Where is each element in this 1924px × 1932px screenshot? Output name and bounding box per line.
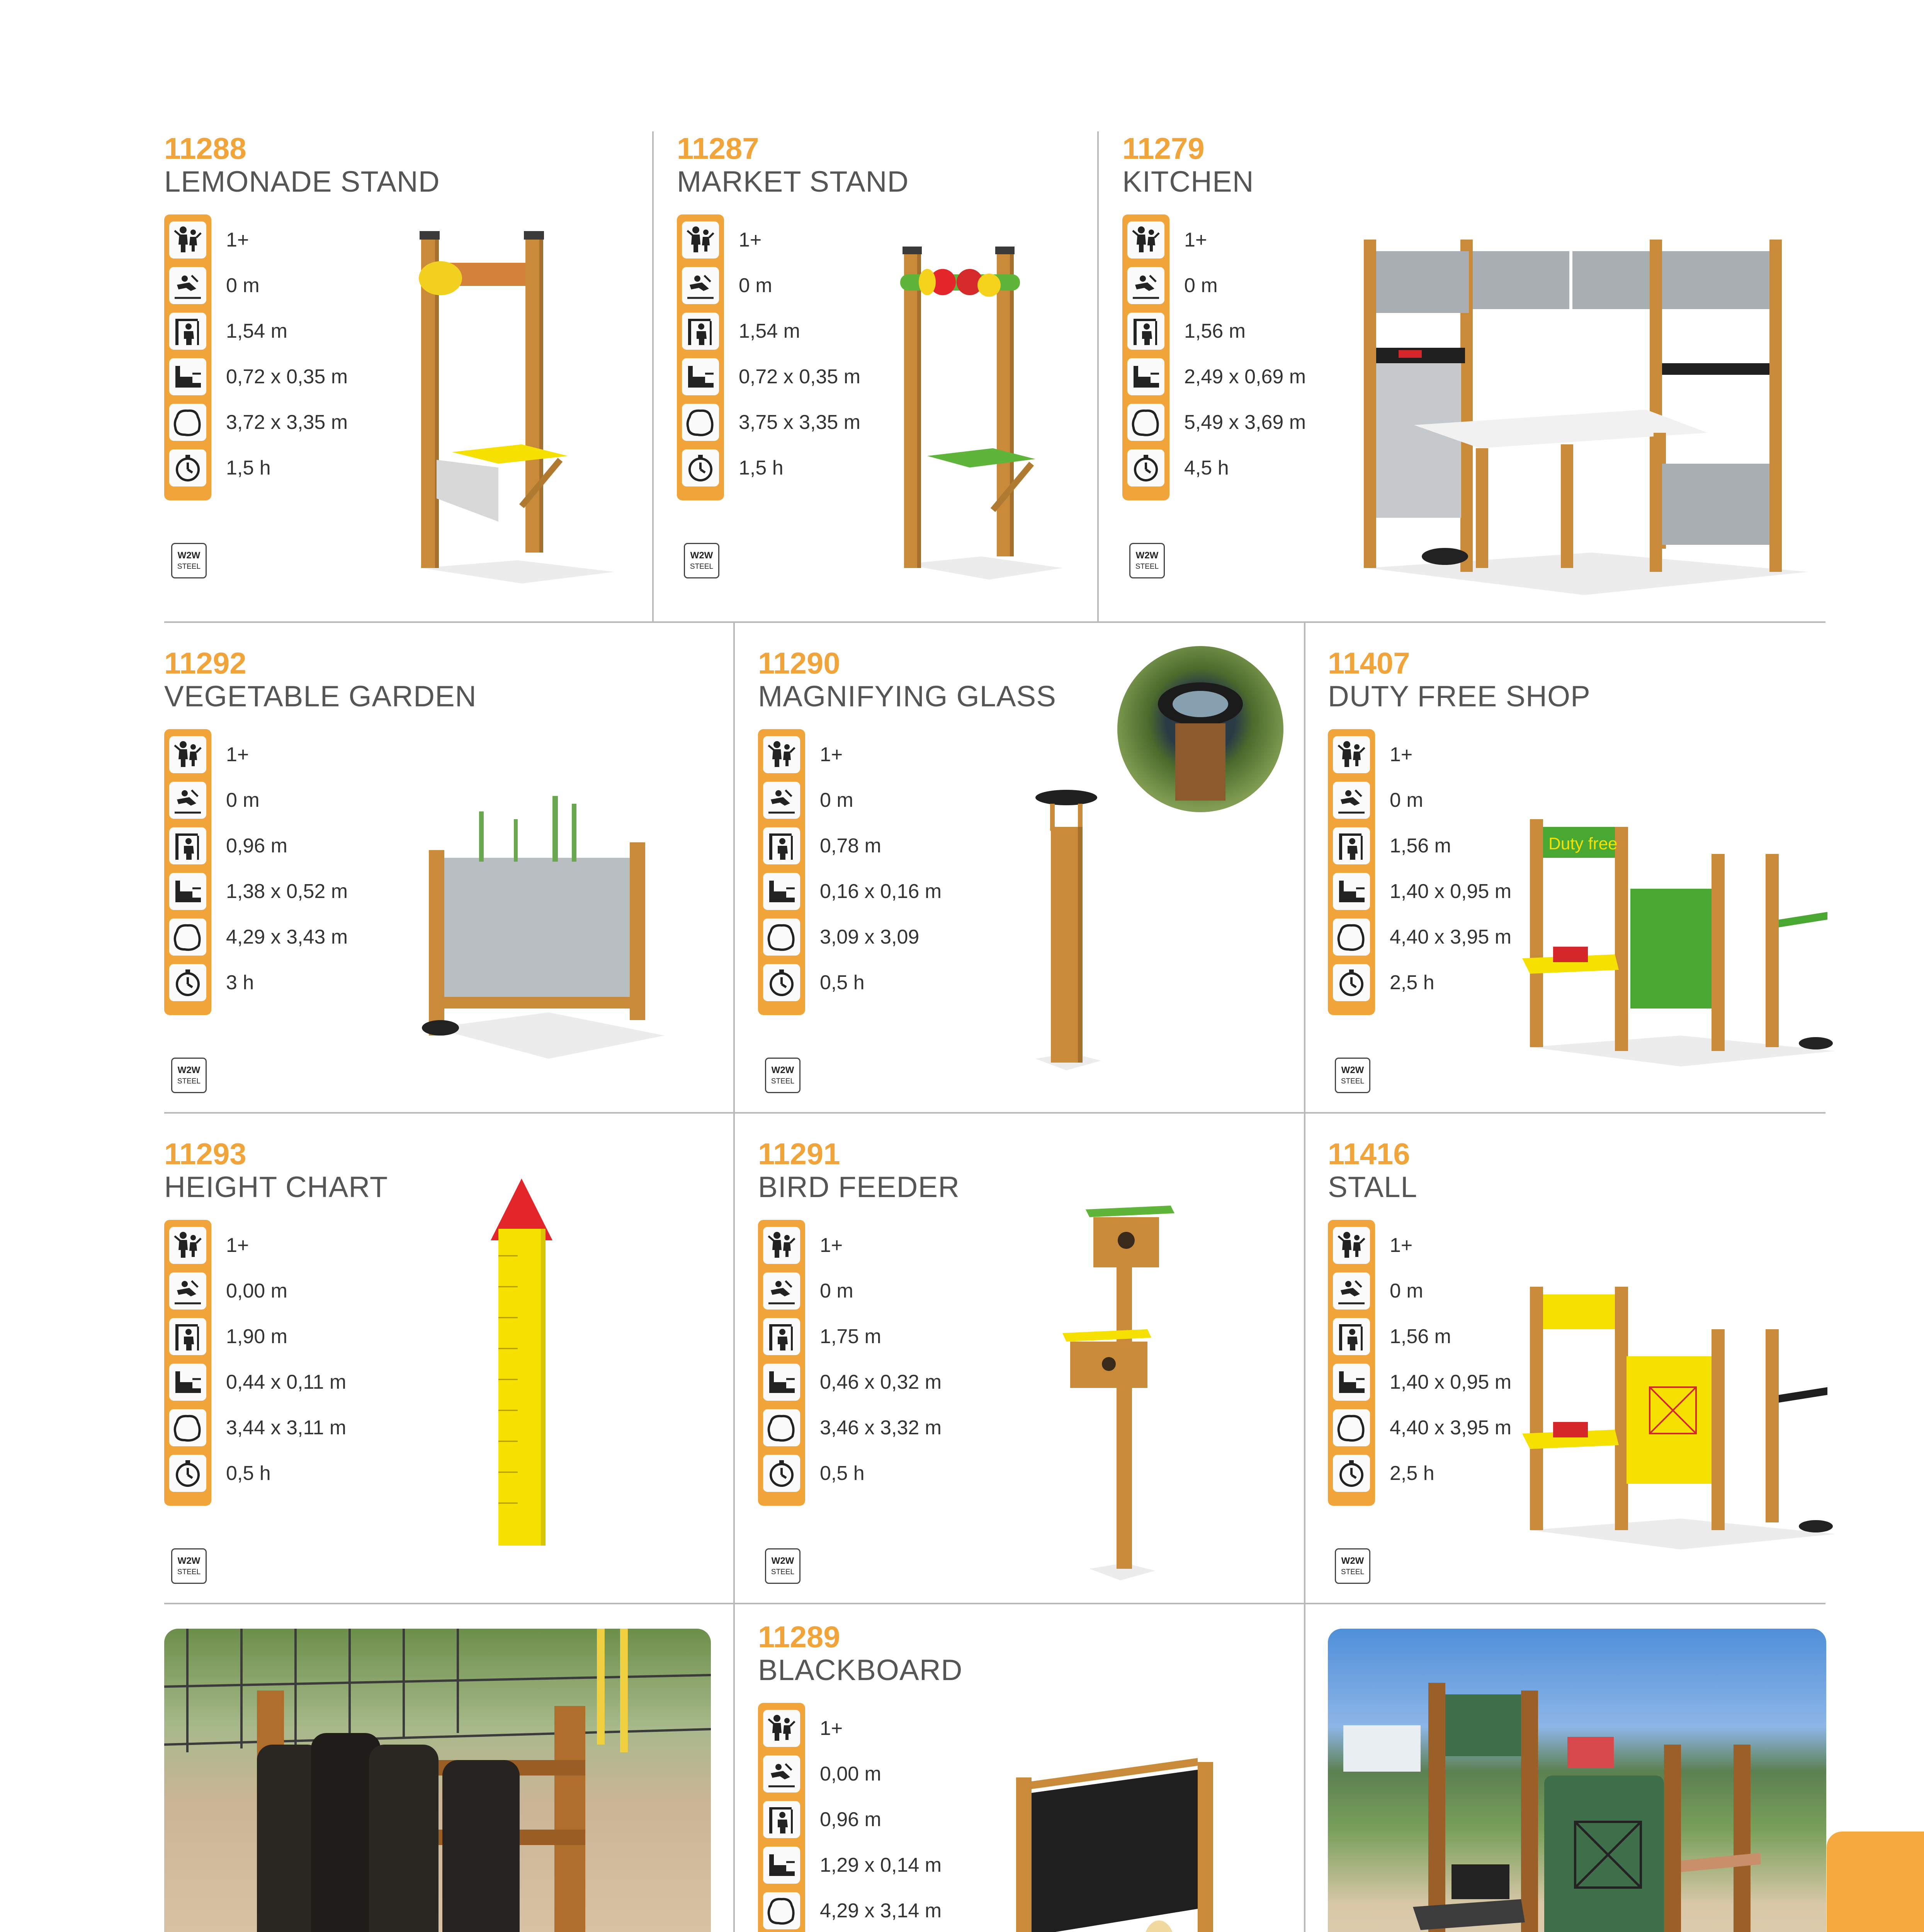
spec-value: 0 m bbox=[1390, 1280, 1423, 1302]
product-name: BIRD FEEDER bbox=[758, 1171, 960, 1204]
dimensions-icon bbox=[169, 873, 206, 910]
spec-value: 0,72 x 0,35 m bbox=[739, 366, 861, 388]
spec-icon-column bbox=[758, 729, 805, 1015]
spec-value: 1+ bbox=[820, 743, 843, 766]
badge-line1: W2W bbox=[177, 550, 201, 561]
safety-area-icon bbox=[169, 1409, 206, 1446]
divider bbox=[164, 1603, 1825, 1604]
w2w-steel-badge bbox=[765, 1058, 801, 1093]
w2w-steel-badge bbox=[1129, 543, 1165, 578]
fall-height-icon bbox=[682, 267, 719, 304]
badge-line1: W2W bbox=[771, 1556, 794, 1566]
spec-value: 1+ bbox=[820, 1234, 843, 1257]
dimensions-icon bbox=[763, 1364, 800, 1401]
free-height-icon bbox=[1127, 313, 1164, 350]
spec-value: 1+ bbox=[739, 229, 762, 251]
badge-line1: W2W bbox=[1341, 1065, 1364, 1075]
spec-value: 1,5 h bbox=[226, 457, 271, 479]
badge-line1: W2W bbox=[177, 1065, 201, 1075]
spec-value: 0,78 m bbox=[820, 835, 881, 857]
spec-value: 0 m bbox=[820, 789, 853, 811]
spec-value: 2,5 h bbox=[1390, 1462, 1435, 1485]
safety-area-icon bbox=[1333, 1409, 1370, 1446]
spec-value: 4,29 x 3,14 m bbox=[820, 1900, 942, 1922]
divider bbox=[164, 621, 1825, 623]
badge-line2: STEEL bbox=[177, 1568, 201, 1576]
divider bbox=[1097, 131, 1099, 622]
product-number: 11279 bbox=[1122, 131, 1205, 165]
spec-value: 0,5 h bbox=[820, 1462, 865, 1485]
spec-value: 3,46 x 3,32 m bbox=[820, 1417, 942, 1439]
age-group-icon bbox=[1127, 221, 1164, 259]
spec-icon-column bbox=[758, 1703, 805, 1932]
installation-time-icon bbox=[763, 1455, 800, 1492]
w2w-steel-badge bbox=[765, 1548, 801, 1584]
fall-height-icon bbox=[763, 782, 800, 819]
spec-value: 1,90 m bbox=[226, 1325, 287, 1348]
product-name: STALL bbox=[1328, 1171, 1418, 1204]
drums-playground-photo bbox=[164, 1629, 711, 1932]
installation-time-icon bbox=[1333, 964, 1370, 1001]
w2w-steel-badge bbox=[1335, 1548, 1370, 1584]
spec-value: 5,49 x 3,69 m bbox=[1184, 411, 1306, 434]
spec-icon-column bbox=[164, 1220, 211, 1506]
spec-value: 1,54 m bbox=[226, 320, 287, 342]
dimensions-icon bbox=[169, 358, 206, 395]
dimensions-icon bbox=[1333, 1364, 1370, 1401]
badge-line2: STEEL bbox=[690, 563, 714, 571]
vegetable-garden-illustration bbox=[417, 781, 672, 1059]
sign-text: Duty free bbox=[1548, 834, 1618, 853]
spec-value: 0 m bbox=[1390, 789, 1423, 811]
fall-height-icon bbox=[1127, 267, 1164, 304]
product-number: 11416 bbox=[1328, 1137, 1410, 1171]
spec-value: 1+ bbox=[1390, 743, 1413, 766]
w2w-steel-badge bbox=[171, 1058, 207, 1093]
product-number: 11407 bbox=[1328, 646, 1410, 680]
spec-icon-column bbox=[1328, 729, 1375, 1015]
spec-icon-column bbox=[164, 729, 211, 1015]
spec-value: 3,72 x 3,35 m bbox=[226, 411, 348, 434]
safety-area-icon bbox=[169, 404, 206, 441]
installation-time-icon bbox=[682, 449, 719, 486]
product-name: DUTY FREE SHOP bbox=[1328, 680, 1591, 713]
badge-line2: STEEL bbox=[771, 1077, 795, 1085]
spec-icon-column bbox=[164, 214, 211, 500]
installation-time-icon bbox=[169, 1455, 206, 1492]
product-name: MAGNIFYING GLASS bbox=[758, 680, 1056, 713]
product-number: 11287 bbox=[677, 131, 759, 165]
fall-height-icon bbox=[169, 782, 206, 819]
spec-value: 3,44 x 3,11 m bbox=[226, 1417, 347, 1439]
safety-area-icon bbox=[763, 1409, 800, 1446]
spec-value: 3,09 x 3,09 bbox=[820, 926, 920, 948]
product-name: LEMONADE STAND bbox=[164, 165, 440, 198]
spec-value: 0,46 x 0,32 m bbox=[820, 1371, 942, 1393]
magnifying-glass-detail-photo bbox=[1117, 646, 1283, 812]
spec-value: 4,40 x 3,95 m bbox=[1390, 926, 1512, 948]
free-height-icon bbox=[169, 1318, 206, 1355]
w2w-steel-badge bbox=[171, 543, 207, 578]
badge-line1: W2W bbox=[1135, 550, 1159, 561]
spec-value: 0 m bbox=[226, 274, 260, 297]
age-group-icon bbox=[169, 221, 206, 259]
spec-value: 1,38 x 0,52 m bbox=[226, 880, 348, 903]
spec-value: 0 m bbox=[820, 1280, 853, 1302]
free-height-icon bbox=[763, 1801, 800, 1838]
free-height-icon bbox=[1333, 1318, 1370, 1355]
side-tab bbox=[1827, 1832, 1924, 1932]
divider bbox=[652, 131, 654, 622]
product-name: HEIGHT CHART bbox=[164, 1171, 388, 1204]
spec-value: 1,54 m bbox=[739, 320, 800, 342]
spec-value: 3,75 x 3,35 m bbox=[739, 411, 861, 434]
spec-icon-column bbox=[1328, 1220, 1375, 1506]
spec-value: 2,5 h bbox=[1390, 971, 1435, 994]
spec-value: 2,49 x 0,69 m bbox=[1184, 366, 1306, 388]
spec-value: 1,56 m bbox=[1390, 835, 1451, 857]
bird-feeder-illustration bbox=[1059, 1202, 1174, 1580]
badge-line1: W2W bbox=[1341, 1556, 1364, 1566]
spec-value: 0 m bbox=[226, 789, 260, 811]
spec-icon-column bbox=[1122, 214, 1169, 500]
spec-value: 0,00 m bbox=[820, 1763, 881, 1785]
spec-value: 1,75 m bbox=[820, 1325, 881, 1348]
spec-value: 1,40 x 0,95 m bbox=[1390, 880, 1512, 903]
age-group-icon bbox=[1333, 736, 1370, 773]
spec-value: 0,72 x 0,35 m bbox=[226, 366, 348, 388]
spec-value: 0,96 m bbox=[226, 835, 287, 857]
product-number: 11292 bbox=[164, 646, 246, 680]
badge-line2: STEEL bbox=[771, 1568, 795, 1576]
product-number: 11291 bbox=[758, 1137, 840, 1171]
spec-value: 1,56 m bbox=[1184, 320, 1246, 342]
safety-area-icon bbox=[763, 918, 800, 956]
spec-value: 1+ bbox=[1184, 229, 1207, 251]
dimensions-icon bbox=[763, 1847, 800, 1884]
spec-value: 1+ bbox=[226, 743, 249, 766]
spec-value: 0,5 h bbox=[820, 971, 865, 994]
spec-value: 1+ bbox=[820, 1717, 843, 1740]
w2w-steel-badge bbox=[684, 543, 719, 578]
age-group-icon bbox=[1333, 1227, 1370, 1264]
spec-value: 1,40 x 0,95 m bbox=[1390, 1371, 1512, 1393]
product-number: 11290 bbox=[758, 646, 840, 680]
fall-height-icon bbox=[169, 1272, 206, 1310]
magnifying-glass-illustration bbox=[1024, 788, 1109, 1070]
fall-height-icon bbox=[763, 1755, 800, 1793]
spec-value: 1,56 m bbox=[1390, 1325, 1451, 1348]
height-chart-illustration bbox=[483, 1171, 560, 1549]
badge-line1: W2W bbox=[177, 1556, 201, 1566]
stall-illustration bbox=[1518, 1279, 1839, 1549]
divider bbox=[164, 1112, 1825, 1114]
duty-free-shop-playground-photo bbox=[1328, 1629, 1826, 1932]
free-height-icon bbox=[763, 1318, 800, 1355]
spec-value: 0,5 h bbox=[226, 1462, 271, 1485]
age-group-icon bbox=[682, 221, 719, 259]
badge-line2: STEEL bbox=[1341, 1077, 1365, 1085]
divider bbox=[733, 622, 735, 1932]
spec-icon-column bbox=[758, 1220, 805, 1506]
market-stand-illustration bbox=[896, 240, 1066, 580]
badge-line1: W2W bbox=[771, 1065, 794, 1075]
spec-value: 1,5 h bbox=[739, 457, 784, 479]
dimensions-icon bbox=[169, 1364, 206, 1401]
fall-height-icon bbox=[763, 1272, 800, 1310]
badge-line1: W2W bbox=[690, 550, 713, 561]
free-height-icon bbox=[169, 827, 206, 864]
spec-value: 4,5 h bbox=[1184, 457, 1229, 479]
spec-value: 4,29 x 3,43 m bbox=[226, 926, 348, 948]
safety-area-icon bbox=[763, 1892, 800, 1929]
dimensions-icon bbox=[1333, 873, 1370, 910]
product-number: 11289 bbox=[758, 1620, 840, 1654]
fall-height-icon bbox=[169, 267, 206, 304]
safety-area-icon bbox=[1333, 918, 1370, 956]
duty-free-shop-illustration bbox=[1518, 804, 1839, 1066]
badge-line2: STEEL bbox=[1341, 1568, 1365, 1576]
product-name: KITCHEN bbox=[1122, 165, 1254, 198]
badge-line2: STEEL bbox=[177, 1077, 201, 1085]
installation-time-icon bbox=[169, 449, 206, 486]
badge-line2: STEEL bbox=[177, 563, 201, 571]
installation-time-icon bbox=[763, 964, 800, 1001]
fall-height-icon bbox=[1333, 782, 1370, 819]
spec-value: 0,96 m bbox=[820, 1808, 881, 1831]
dimensions-icon bbox=[763, 873, 800, 910]
dimensions-icon bbox=[1127, 358, 1164, 395]
spec-value: 0 m bbox=[1184, 274, 1218, 297]
badge-line2: STEEL bbox=[1135, 563, 1159, 571]
product-number: 11293 bbox=[164, 1137, 246, 1171]
age-group-icon bbox=[763, 736, 800, 773]
blackboard-illustration bbox=[1004, 1754, 1275, 1932]
w2w-steel-badge bbox=[171, 1548, 207, 1584]
fall-height-icon bbox=[1333, 1272, 1370, 1310]
spec-value: 1,29 x 0,14 m bbox=[820, 1854, 942, 1876]
spec-value: 1+ bbox=[226, 229, 249, 251]
spec-value: 4,40 x 3,95 m bbox=[1390, 1417, 1512, 1439]
installation-time-icon bbox=[169, 964, 206, 1001]
product-name: BLACKBOARD bbox=[758, 1654, 963, 1687]
free-height-icon bbox=[682, 313, 719, 350]
safety-area-icon bbox=[682, 404, 719, 441]
age-group-icon bbox=[169, 736, 206, 773]
spec-value: 0,16 x 0,16 m bbox=[820, 880, 942, 903]
installation-time-icon bbox=[1333, 1455, 1370, 1492]
w2w-steel-badge bbox=[1335, 1058, 1370, 1093]
spec-value: 0,00 m bbox=[226, 1280, 287, 1302]
age-group-icon bbox=[763, 1710, 800, 1747]
free-height-icon bbox=[169, 313, 206, 350]
age-group-icon bbox=[169, 1227, 206, 1264]
spec-icon-column bbox=[677, 214, 724, 500]
spec-value: 0 m bbox=[739, 274, 772, 297]
spec-value: 1+ bbox=[1390, 1234, 1413, 1257]
spec-value: 3 h bbox=[226, 971, 254, 994]
safety-area-icon bbox=[169, 918, 206, 956]
free-height-icon bbox=[763, 827, 800, 864]
installation-time-icon bbox=[1127, 449, 1164, 486]
spec-value: 1+ bbox=[226, 1234, 249, 1257]
lemonade-stand-illustration bbox=[406, 228, 622, 583]
kitchen-illustration bbox=[1352, 224, 1816, 595]
free-height-icon bbox=[1333, 827, 1370, 864]
safety-area-icon bbox=[1127, 404, 1164, 441]
dimensions-icon bbox=[682, 358, 719, 395]
spec-value: 0,44 x 0,11 m bbox=[226, 1371, 347, 1393]
product-name: MARKET STAND bbox=[677, 165, 909, 198]
product-name: VEGETABLE GARDEN bbox=[164, 680, 477, 713]
product-number: 11288 bbox=[164, 131, 246, 165]
age-group-icon bbox=[763, 1227, 800, 1264]
divider bbox=[1304, 622, 1305, 1932]
